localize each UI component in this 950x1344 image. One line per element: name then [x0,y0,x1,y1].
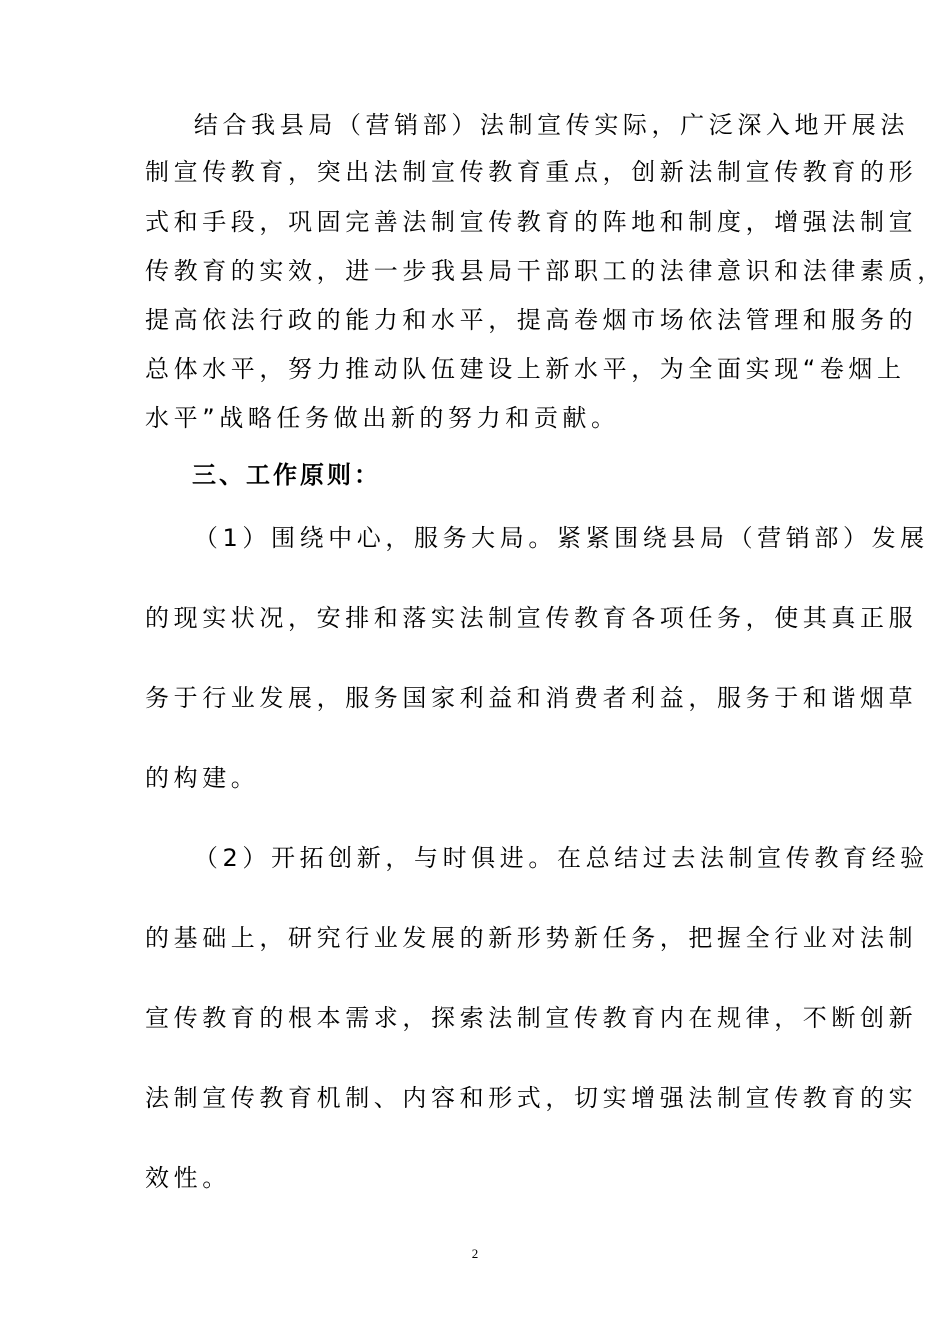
section-heading: 三、工作原则： [192,461,381,489]
paragraph-3-line-4: 法制宣传教育机制、内容和形式，切实增强法制宣传教育的实 [145,1084,918,1112]
paragraph-1-line-7: 水平”战略任务做出新的努力和贡献。 [145,404,620,432]
paragraph-1-line-4: 传教育的实效，进一步我县局干部职工的法律意识和法律素质， [145,257,946,285]
paragraph-3-line-1: （2）开拓创新，与时俱进。在总结过去法制宣传教育经验 [145,844,929,872]
paragraph-3-line-3: 宣传教育的根本需求，探索法制宣传教育内在规律，不断创新 [145,1004,918,1032]
page-number: 2 [471,1246,479,1261]
paragraph-2-line-3: 务于行业发展，服务国家利益和消费者利益，服务于和谐烟草 [145,684,918,712]
paragraph-1-line-1: 结合我县局（营销部）法制宣传实际，广泛深入地开展法 [145,111,909,139]
paragraph-3-line-5: 效性。 [145,1164,231,1192]
paragraph-1-line-5: 提高依法行政的能力和水平，提高卷烟市场依法管理和服务的 [145,306,918,334]
paragraph-2-line-4: 的构建。 [145,764,260,792]
paragraph-3-line-2: 的基础上，研究行业发展的新形势新任务，把握全行业对法制 [145,924,918,952]
paragraph-1-line-2: 制宣传教育，突出法制宣传教育重点，创新法制宣传教育的形 [145,158,918,186]
paragraph-1-line-3: 式和手段，巩固完善法制宣传教育的阵地和制度，增强法制宣 [145,208,918,236]
paragraph-2-line-2: 的现实状况，安排和落实法制宣传教育各项任务，使其真正服 [145,604,918,632]
paragraph-2-line-1: （1）围绕中心，服务大局。紧紧围绕县局（营销部）发展 [145,524,929,552]
paragraph-1-line-6: 总体水平，努力推动队伍建设上新水平，为全面实现“卷烟上 [145,355,906,383]
